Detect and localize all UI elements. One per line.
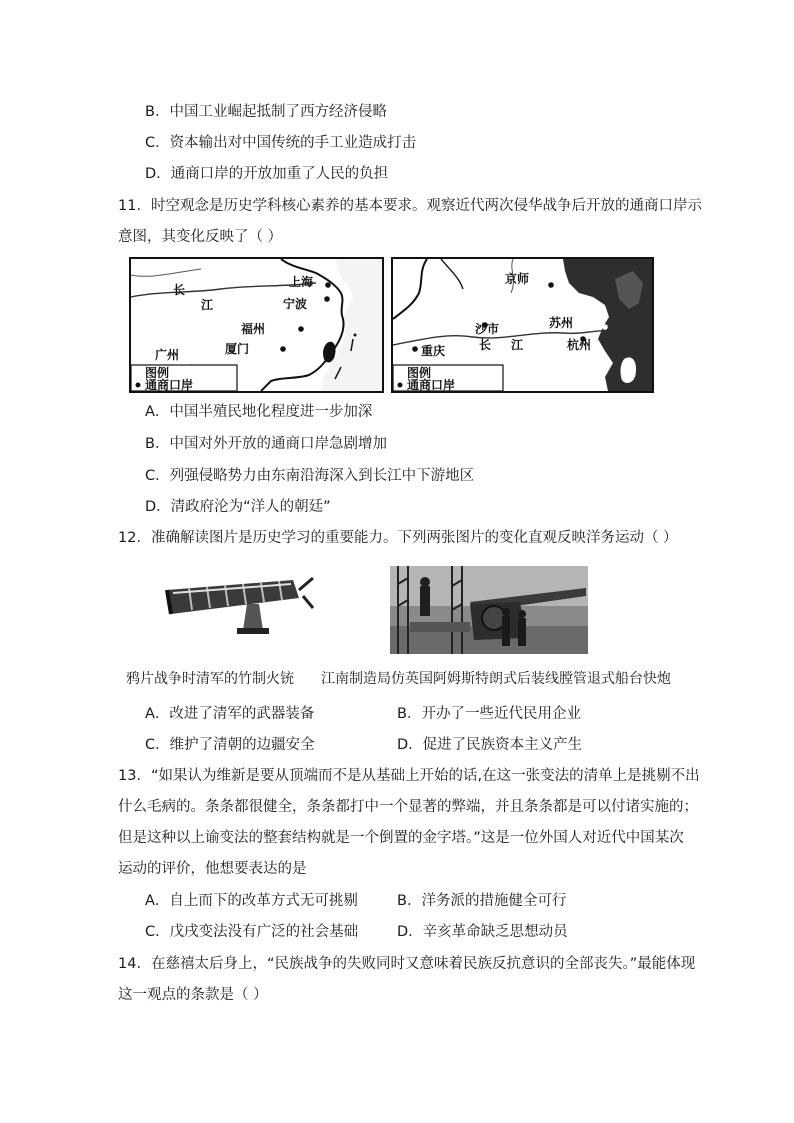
q11-stem-line2: 意图，其变化反映了（ ）	[118, 229, 283, 245]
port-dot	[280, 346, 286, 352]
q13-stem-line1: 13．“如果认为维新是要从顶端而不是从基础上开始的话,在这一张变法的清单上是挑剔不出	[118, 768, 700, 784]
port-dot	[548, 282, 554, 288]
q11-option-d: D．清政府沦为“洋人的朝廷”	[145, 499, 331, 515]
q12-stem: 12．准确解读图片是历史学习的重要能力。下列两张图片的变化直观反映洋务运动（ ）	[118, 530, 678, 546]
port-dot	[602, 324, 608, 330]
q13-option-b: B．洋务派的措施健全可行	[397, 893, 567, 909]
q13-option-d: D．辛亥革命缺乏思想动员	[397, 924, 568, 940]
naval-gun-photo	[390, 566, 588, 654]
map2-label-chongqing: 重庆	[421, 344, 446, 358]
port-dot	[325, 282, 331, 288]
map1-label-xiamen: 厦门	[225, 342, 250, 356]
q12-option-b: B．开办了一些近代民用企业	[397, 706, 581, 722]
q13-option-c: C．戊戌变法没有广泛的社会基础	[145, 924, 359, 940]
q13-option-a: A．自上而下的改革方式无可挑剔	[145, 893, 358, 909]
map2-label-chang: 长	[479, 338, 492, 352]
map1-label-shanghai: 上海	[289, 275, 314, 289]
q12-option-a: A．改进了清军的武器装备	[145, 706, 315, 722]
map2-legend-title: 图例	[407, 366, 432, 380]
map1-legend-item: 通商口岸	[145, 378, 194, 391]
bamboo-musket-picture	[163, 568, 315, 644]
q10-option-c: C．资本输出对中国传统的手工业造成打击	[145, 135, 417, 151]
map2-label-shashi: 沙市	[475, 322, 500, 336]
q11-option-c: C．列强侵略势力由东南沿海深入到长江中下游地区	[145, 468, 475, 484]
map2-legend-item: 通商口岸	[407, 378, 456, 391]
q13-stem-line3: 但是这种以上谕变法的整套结构就是一个倒置的金字塔。”这是一位外国人对近代中国某次	[118, 830, 684, 846]
map1-label-jiang: 江	[201, 298, 214, 312]
map1-label-ningbo: 宁波	[283, 297, 308, 311]
map2-label-jiang: 江	[511, 338, 524, 352]
q12-option-d: D．促进了民族资本主义产生	[397, 737, 583, 753]
map2-label-suzhou: 苏州	[549, 316, 574, 330]
map1-label-chang: 长	[173, 283, 186, 297]
caption-naval-gun: 江南制造局仿英国阿姆斯特朗式后装线膛管退式船台快炮	[321, 671, 671, 687]
q13-stem-line2: 什么毛病的。条条都很健全，条条都打中一个显著的弊端，并且条条都是可以付诸实施的；	[118, 799, 698, 815]
q14-stem-line2: 这一观点的条款是（ ）	[118, 987, 268, 1003]
caption-bamboo-musket: 鸦片战争时清军的竹制火铳	[126, 671, 294, 687]
legend-dot	[398, 383, 403, 388]
legend-dot	[136, 383, 141, 388]
port-dot	[324, 296, 330, 302]
q11-option-b: B．中国对外开放的通商口岸急剧增加	[145, 436, 387, 452]
map2-label-hangzhou: 杭州	[567, 338, 592, 352]
q11-option-a: A．中国半殖民地化程度进一步加深	[145, 404, 373, 420]
port-dot	[412, 346, 418, 352]
q11-stem-line1: 11．时空观念是历史学科核心素养的基本要求。观察近代两次侵华战争后开放的通商口岸示	[118, 198, 702, 214]
map-treaty-ports-first	[129, 257, 384, 393]
map1-label-fuzhou: 福州	[241, 322, 266, 336]
map2-label-jingshi: 京师	[505, 272, 530, 286]
q10-option-d: D．通商口岸的开放加重了人民的负担	[145, 166, 389, 182]
q12-option-c: C．维护了清朝的边疆安全	[145, 737, 315, 753]
map1-label-guangzhou: 广州	[155, 348, 180, 362]
port-dot	[298, 326, 304, 332]
q14-stem-line1: 14．在慈禧太后身上，“民族战争的失败同时又意味着民族反抗意识的全部丧失。”最能体现	[118, 956, 696, 972]
map1-legend-title: 图例	[145, 366, 170, 380]
q10-option-b: B．中国工业崛起抵制了西方经济侵略	[145, 104, 387, 120]
map-treaty-ports-second	[391, 257, 654, 393]
q13-stem-line4: 运动的评价，他想要表达的是	[118, 861, 307, 877]
